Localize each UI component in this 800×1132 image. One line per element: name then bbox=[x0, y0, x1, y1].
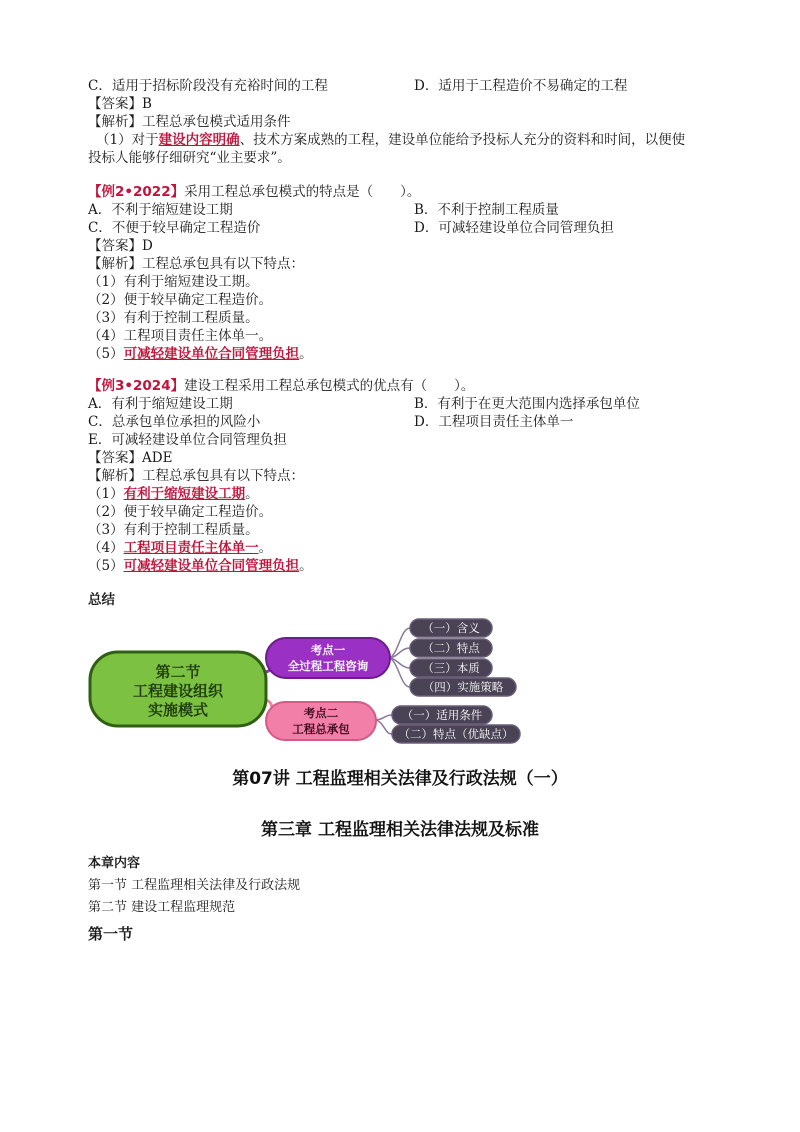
q1-option-c: C．适用于招标阶段没有充裕时间的工程 bbox=[88, 78, 328, 94]
q1-answer bbox=[88, 95, 152, 113]
q3-option-a: A．有利于缩短建设工期 bbox=[88, 396, 233, 412]
analysis-label: 【解析】 bbox=[88, 114, 142, 130]
q2-option-b: B．不利于控制工程质量 bbox=[414, 202, 559, 218]
example-tag: 【例3•2024】 bbox=[88, 378, 185, 394]
contents-item-1: 第一节 工程监理相关法律及行政法规 bbox=[88, 878, 301, 893]
analysis-text: 工程总承包模式适用条件 bbox=[142, 114, 291, 130]
q3-feature-1 bbox=[88, 485, 259, 503]
point-rest: 、技术方案成熟的工程，建设单位能给予投标人充分的资料和时间，以便使 bbox=[239, 132, 686, 148]
analysis-label: 【解析】 bbox=[88, 468, 142, 484]
q3-option-c: C．总承包单位承担的风险小 bbox=[88, 414, 261, 430]
feature-num: （5） bbox=[88, 558, 124, 574]
q2-option-d: D．可减轻建设单位合同管理负担 bbox=[414, 220, 614, 236]
q3-answer bbox=[88, 449, 172, 467]
contents-item-2: 第二节 建设工程监理规范 bbox=[88, 900, 236, 915]
answer-label: 【答案】 bbox=[88, 96, 142, 112]
pill-text: （一）含义 bbox=[422, 621, 480, 635]
answer-value: D bbox=[142, 238, 153, 254]
highlight-text: 工程项目责任主体单一 bbox=[123, 540, 259, 556]
analysis-text: 工程总承包具有以下特点： bbox=[142, 468, 304, 484]
point-prefix: （1）对于 bbox=[96, 132, 159, 148]
q3-feature-2: （2）便于较早确定工程造价。 bbox=[88, 504, 273, 520]
q3-feature-5 bbox=[88, 557, 313, 575]
analysis-label: 【解析】 bbox=[88, 256, 142, 272]
feature-end: 。 bbox=[299, 558, 313, 574]
q3-stem bbox=[88, 377, 474, 395]
stem-text: 建设工程采用工程总承包模式的优点有（ ）。 bbox=[184, 378, 475, 394]
q1-option-d: D．适用于工程造价不易确定的工程 bbox=[414, 78, 628, 94]
chapter-contents-label: 本章内容 bbox=[88, 856, 141, 871]
q1-point-1-cont: 投标人能够仔细研究“业主要求”。 bbox=[88, 150, 291, 166]
root-line-2: 工程建设组织 bbox=[132, 682, 224, 700]
answer-value: ADE bbox=[142, 450, 173, 466]
q2-analysis bbox=[88, 255, 304, 273]
lecture-title: 第07讲 工程监理相关法律及行政法规（一） bbox=[232, 769, 568, 789]
q3-feature-3: （3）有利于控制工程质量。 bbox=[88, 522, 259, 538]
pill-text: （一）适用条件 bbox=[401, 708, 483, 722]
q2-feature-3: （3）有利于控制工程质量。 bbox=[88, 310, 259, 326]
q2-answer bbox=[88, 237, 153, 255]
highlight-text: 可减轻建设单位合同管理负担 bbox=[123, 558, 300, 574]
summary-title: 总结 bbox=[88, 592, 115, 608]
feature-num: （5） bbox=[88, 346, 124, 362]
root-line-1: 第二节 bbox=[155, 663, 201, 681]
stem-text: 采用工程总承包模式的特点是（ ）。 bbox=[184, 184, 421, 200]
q2-stem bbox=[88, 183, 420, 201]
q2-option-a: A．不利于缩短建设工期 bbox=[88, 202, 233, 218]
pill-text: （二）特点（优缺点） bbox=[398, 727, 514, 741]
answer-label: 【答案】 bbox=[88, 450, 142, 466]
feature-end: 。 bbox=[245, 486, 259, 502]
answer-label: 【答案】 bbox=[88, 238, 142, 254]
pill-text: （四）实施策略 bbox=[422, 680, 504, 694]
pill-text: （三）本质 bbox=[422, 661, 480, 675]
q2-feature-2: （2）便于较早确定工程造价。 bbox=[88, 292, 273, 308]
q2-feature-4: （4）工程项目责任主体单一。 bbox=[88, 328, 273, 344]
q2-option-c: C．不便于较早确定工程造价 bbox=[88, 220, 261, 236]
section-heading: 第一节 bbox=[88, 925, 134, 943]
q3-analysis bbox=[88, 467, 304, 485]
q1-analysis bbox=[88, 113, 291, 131]
point2-line-2: 工程总承包 bbox=[292, 722, 350, 736]
feature-num: （1） bbox=[88, 486, 124, 502]
root-line-3: 实施模式 bbox=[147, 701, 209, 719]
point1-line-1: 考点一 bbox=[310, 643, 346, 657]
q1-point-1 bbox=[96, 131, 685, 149]
highlight-text: 有利于缩短建设工期 bbox=[123, 486, 246, 502]
feature-num: （4） bbox=[88, 540, 124, 556]
q3-option-d: D．工程项目责任主体单一 bbox=[414, 414, 574, 430]
highlight-text: 建设内容明确 bbox=[158, 132, 240, 148]
answer-value: B bbox=[142, 96, 152, 112]
feature-end: 。 bbox=[258, 540, 273, 556]
point1-line-2: 全过程工程咨询 bbox=[287, 659, 369, 673]
point2-line-1: 考点二 bbox=[303, 706, 339, 720]
highlight-text: 可减轻建设单位合同管理负担 bbox=[123, 346, 300, 362]
q3-option-b: B．有利于在更大范围内选择承包单位 bbox=[414, 396, 640, 412]
q3-feature-4 bbox=[88, 539, 272, 557]
feature-end: 。 bbox=[299, 346, 313, 362]
q3-option-e: E．可减轻建设单位合同管理负担 bbox=[88, 432, 287, 448]
analysis-text: 工程总承包具有以下特点： bbox=[142, 256, 304, 272]
chapter-title: 第三章 工程监理相关法律法规及标准 bbox=[261, 820, 539, 840]
summary-mindmap bbox=[88, 614, 528, 754]
pill-text: （二）特点 bbox=[422, 641, 480, 655]
example-tag: 【例2•2022】 bbox=[88, 184, 185, 200]
q2-feature-1: （1）有利于缩短建设工期。 bbox=[88, 274, 259, 290]
q2-feature-5 bbox=[88, 345, 313, 363]
